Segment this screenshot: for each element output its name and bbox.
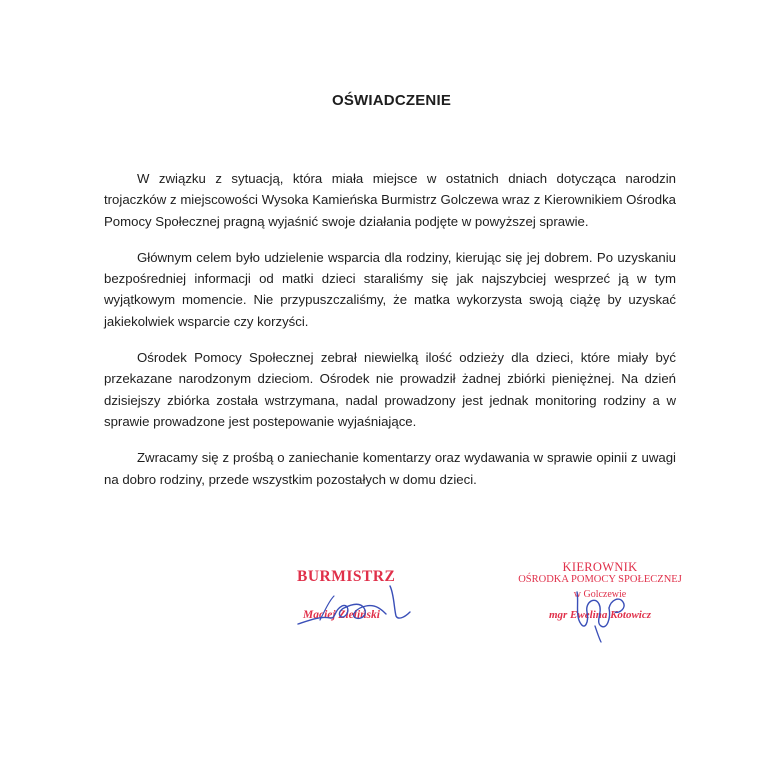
manager-stamp-title: KIEROWNIK [562,560,638,574]
manager-stamp-location: w Golczewie [573,589,627,600]
document-title: OŚWIADCZENIE [331,92,452,109]
paragraph-3: Ośrodek Pomocy Społecznej zebrał niewielką ilość odzieży dla dzieci, które miały być przekazane narodzonym dzieciom. Ośrodek nie prowadził żadnej zbiórki pieniężnej. Na dzień dzisiejszy zbiórka została wstrzymana, nadal prowadzony jest jednak monitoring rodziny a w sprawie prowadzone jest postepowanie wyjaśniające. [104,350,676,429]
paragraph-4: Zwracamy się z prośbą o zaniechanie komentarzy oraz wydawania w sprawie opinii z uwagi na dobro rodziny, przede wszystkim pozostałych w domu dzieci. [104,450,676,487]
mayor-stamp-name: Maciej Zieliński [303,609,380,621]
mayor-stamp [285,566,435,646]
paragraph-2: Głównym celem było udzielenie wsparcia dla rodziny, kierując się jej dobrem. Po uzyskaniu bezpośredniej informacji od matki dzieci staraliśmy się jak najszybciej wesprzeć ją w tym wyjątkowym momencie. Nie przypuszczaliśmy, że matka wykorzysta swoją ciążę by uzyskać jakiekolwiek wsparcie czy korzyści. [104,249,676,329]
manager-stamp [500,554,700,654]
paragraph-1: W związku z sytuacją, która miała miejsce w ostatnich dniach dotycząca narodzin trojaczków z miejscowości Wysoka Kamieńska Burmistrz Golczewa wraz z Kierownikiem Ośrodka Pomocy Społecznej pragną wyjaśnić swoje działania podjęte w powyższej sprawie. [104,171,676,229]
manager-stamp-name: mgr Ewelina Kotowicz [548,609,652,621]
manager-stamp-institution: OŚRODKA POMOCY SPOŁECZNEJ [518,574,682,585]
mayor-stamp-title: BURMISTRZ [297,568,396,585]
document-body [104,168,676,505]
